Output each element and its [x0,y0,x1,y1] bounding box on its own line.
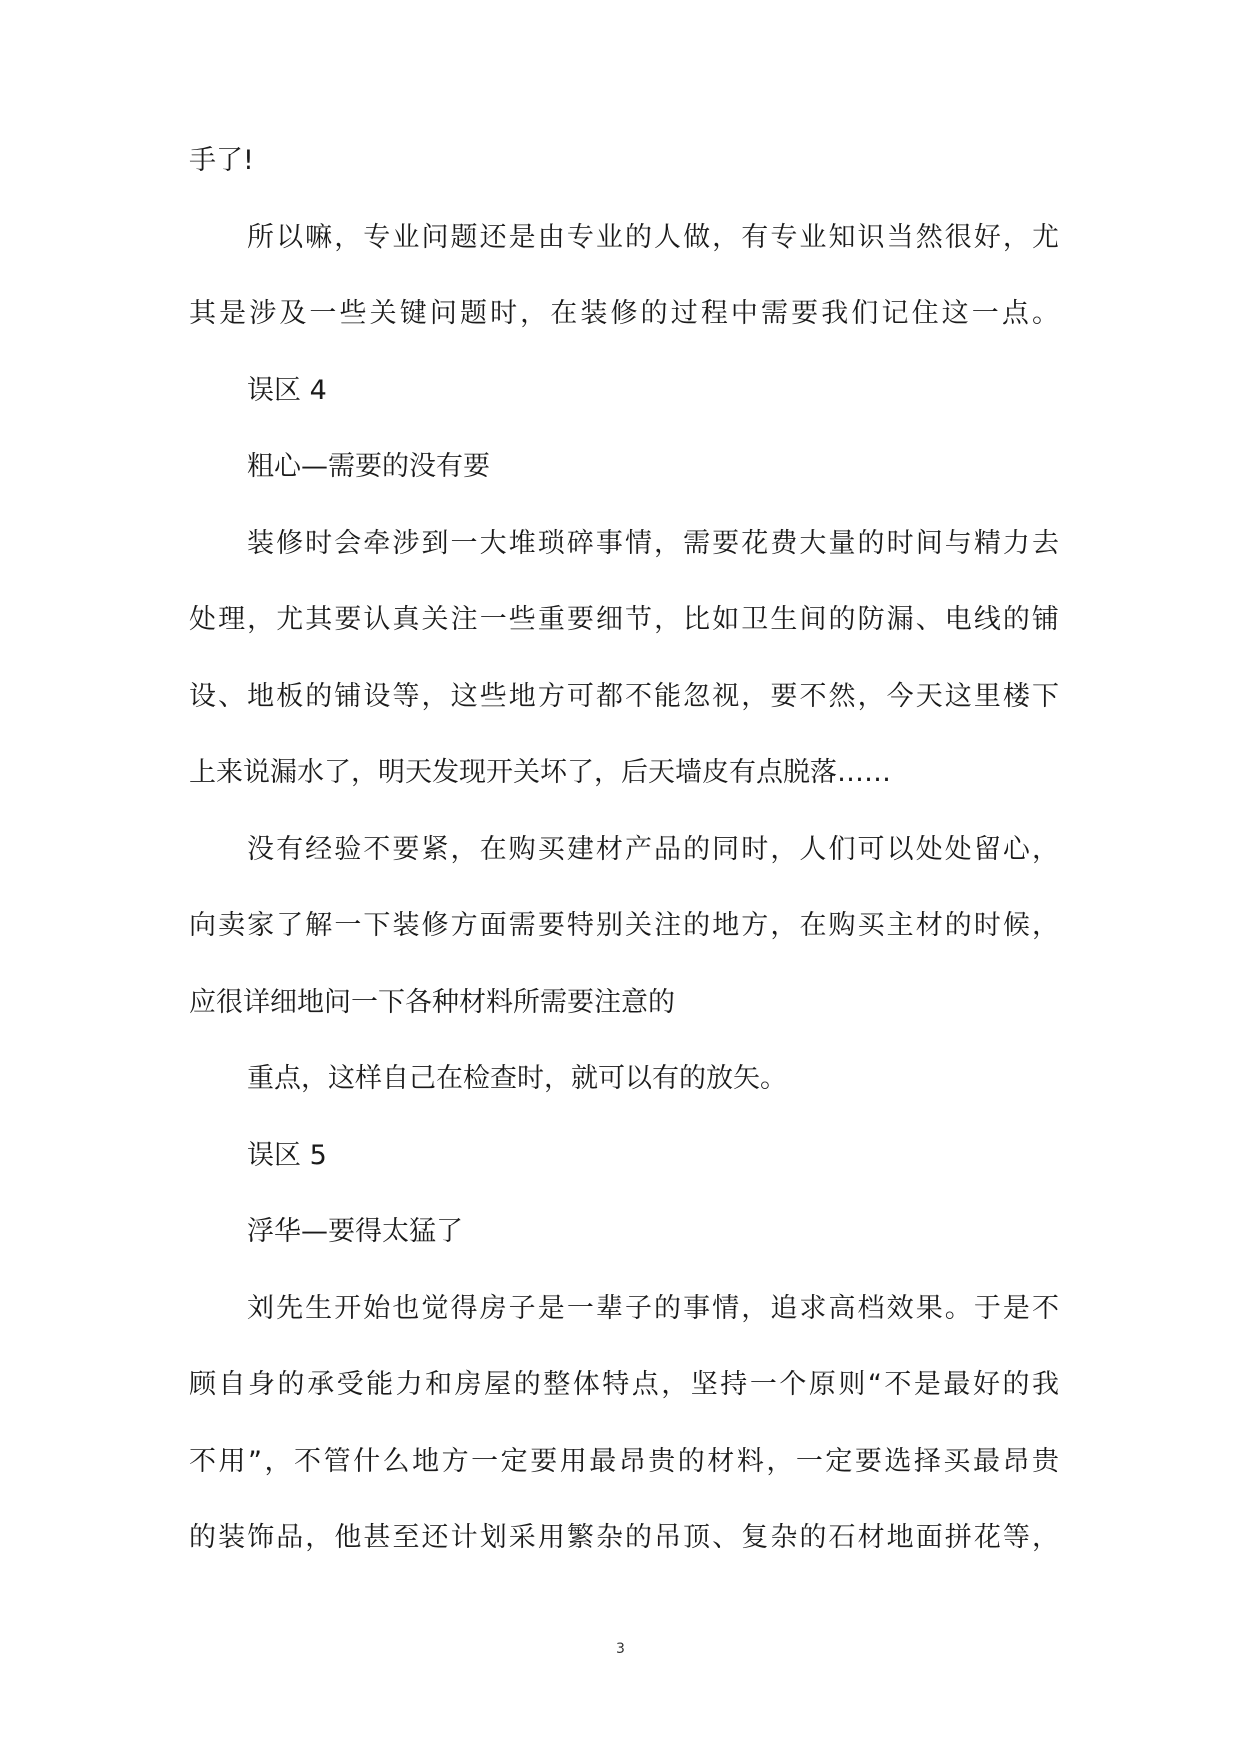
text-line: 应很详细地问一下各种材料所需要注意的 [189,986,675,1018]
section-subtitle: 浮华—要得太猛了 [247,1216,463,1247]
text-line: 设、地板的铺设等，这些地方可都不能忽视，要不然，今天这里楼下 [189,680,1059,712]
paragraph-line: 所以嘛，专业问题还是由专业的人做，有专业知识当然很好，尤 [247,221,1059,253]
text-line: 其是涉及一些关键问题时，在装修的过程中需要我们记住这一点。 [189,298,1059,329]
page-number: 3 [616,1641,625,1657]
text-line: 的装饰品，他甚至还计划采用繁杂的吊顶、复杂的石材地面拼花等， [189,1522,1059,1553]
document-body [189,142,1059,1596]
text-line: 顾自身的承受能力和房屋的整体特点，坚持一个原则“不是最好的我 [189,1369,1059,1400]
text-line: 不用”，不管什么地方一定要用最昂贵的材料，一定要选择买最昂贵 [189,1445,1059,1477]
paragraph-line: 没有经验不要紧，在购买建材产品的同时，人们可以处处留心， [247,833,1059,865]
section-heading: 误区 4 [247,374,327,406]
text-line: 处理，尤其要认真关注一些重要细节，比如卫生间的防漏、电线的铺 [189,604,1059,635]
text-line: 手了! [189,145,254,176]
paragraph-line: 重点，这样自己在检查时，就可以有的放矢。 [247,1063,787,1094]
section-heading: 误区 5 [247,1139,327,1171]
paragraph-line: 装修时会牵涉到一大堆琐碎事情，需要花费大量的时间与精力去 [247,527,1059,559]
text-line: 上来说漏水了，明天发现开关坏了，后天墙皮有点脱落…… [189,757,891,788]
text-line: 向卖家了解一下装修方面需要特别关注的地方，在购买主材的时候， [189,910,1059,941]
section-subtitle: 粗心—需要的没有要 [247,451,490,482]
paragraph-line: 刘先生开始也觉得房子是一辈子的事情，追求高档效果。于是不 [247,1292,1059,1324]
